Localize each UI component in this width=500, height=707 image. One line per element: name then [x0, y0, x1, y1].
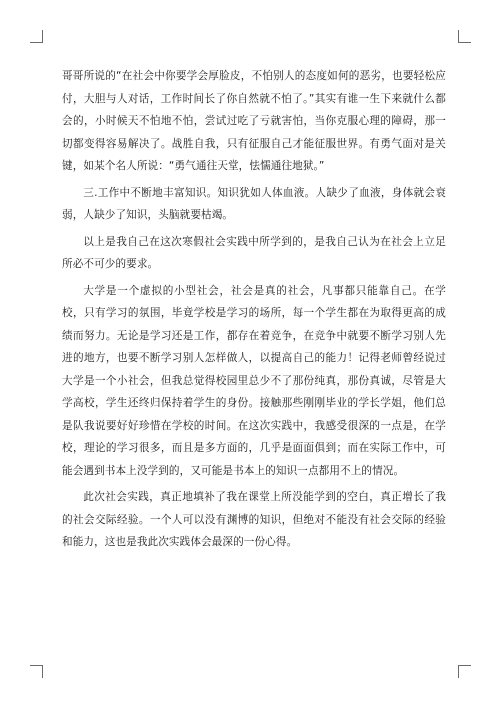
crop-mark-top-right [458, 30, 471, 43]
paragraph-conclusion: 此次社会实践，真正地填补了我在课堂上所没能学到的空白，真正增长了我的社会交际经验。一个人可以没有渊博的知识，但绝对不能没有社会交际的经验和能力，这也是我此次实践体会最深的一份心得。 [62, 491, 446, 548]
crop-mark-bottom-left [30, 665, 43, 678]
document-body [62, 65, 446, 554]
paragraph-summary: 以上是我自己在这次寒假社会实践中所学到的，是我自己认为在社会上立足所必不可少的要求。 [62, 235, 446, 270]
crop-mark-bottom-right [458, 665, 471, 678]
paragraph-courage-quote: 哥哥所说的“在社会中你要学会厚脸皮，不怕别人的态度如何的恶劣，也要轻松应付，大胆与人对话，工作时间长了你自然就不怕了。”其实有谁一生下来就什么都会的，小时候天不怕地不怕，尝试过吃了亏就害怕，当你克服心理的障碍，那一切都变得容易解决了。战胜自我，只有征服自己才能征服世界。有勇气面对是关键，如某个名人所说：“勇气通往天堂，怯懦通往地狱。” [62, 70, 446, 172]
crop-mark-top-left [30, 30, 43, 43]
paragraph-knowledge: 三.工作中不断地丰富知识。知识犹如人体血液。人缺少了血液，身体就会衰弱，人缺少了知识，头脑就要枯竭。 [62, 186, 446, 221]
paragraph-university-society: 大学是一个虚拟的小型社会，社会是真的社会，凡事都只能靠自己。在学校，只有学习的氛围，毕竟学校是学习的场所，每一个学生都在为取得更高的成绩而努力。无论是学习还是工作，都存在着竞争，在竞争中就要不断学习别人先进的地方，也要不断学习别人怎样做人，以提高自己的能力！记得老师曾经说过大学是一个小社会，但我总觉得校园里总少不了那份纯真，那份真诚，尽管是大学高校，学生还终归保持着学生的身份。接触那些刚刚毕业的学长学姐，他们总是队我说要好好珍惜在学校的时间。在这次实践中，我感受很深的一点是，在学校，理论的学习很多，而且是多方面的，几乎是面面俱到；而在实际工作中，可能会遇到书本上没学到的，又可能是书本上的知识一点都用不上的情况。 [62, 284, 446, 477]
